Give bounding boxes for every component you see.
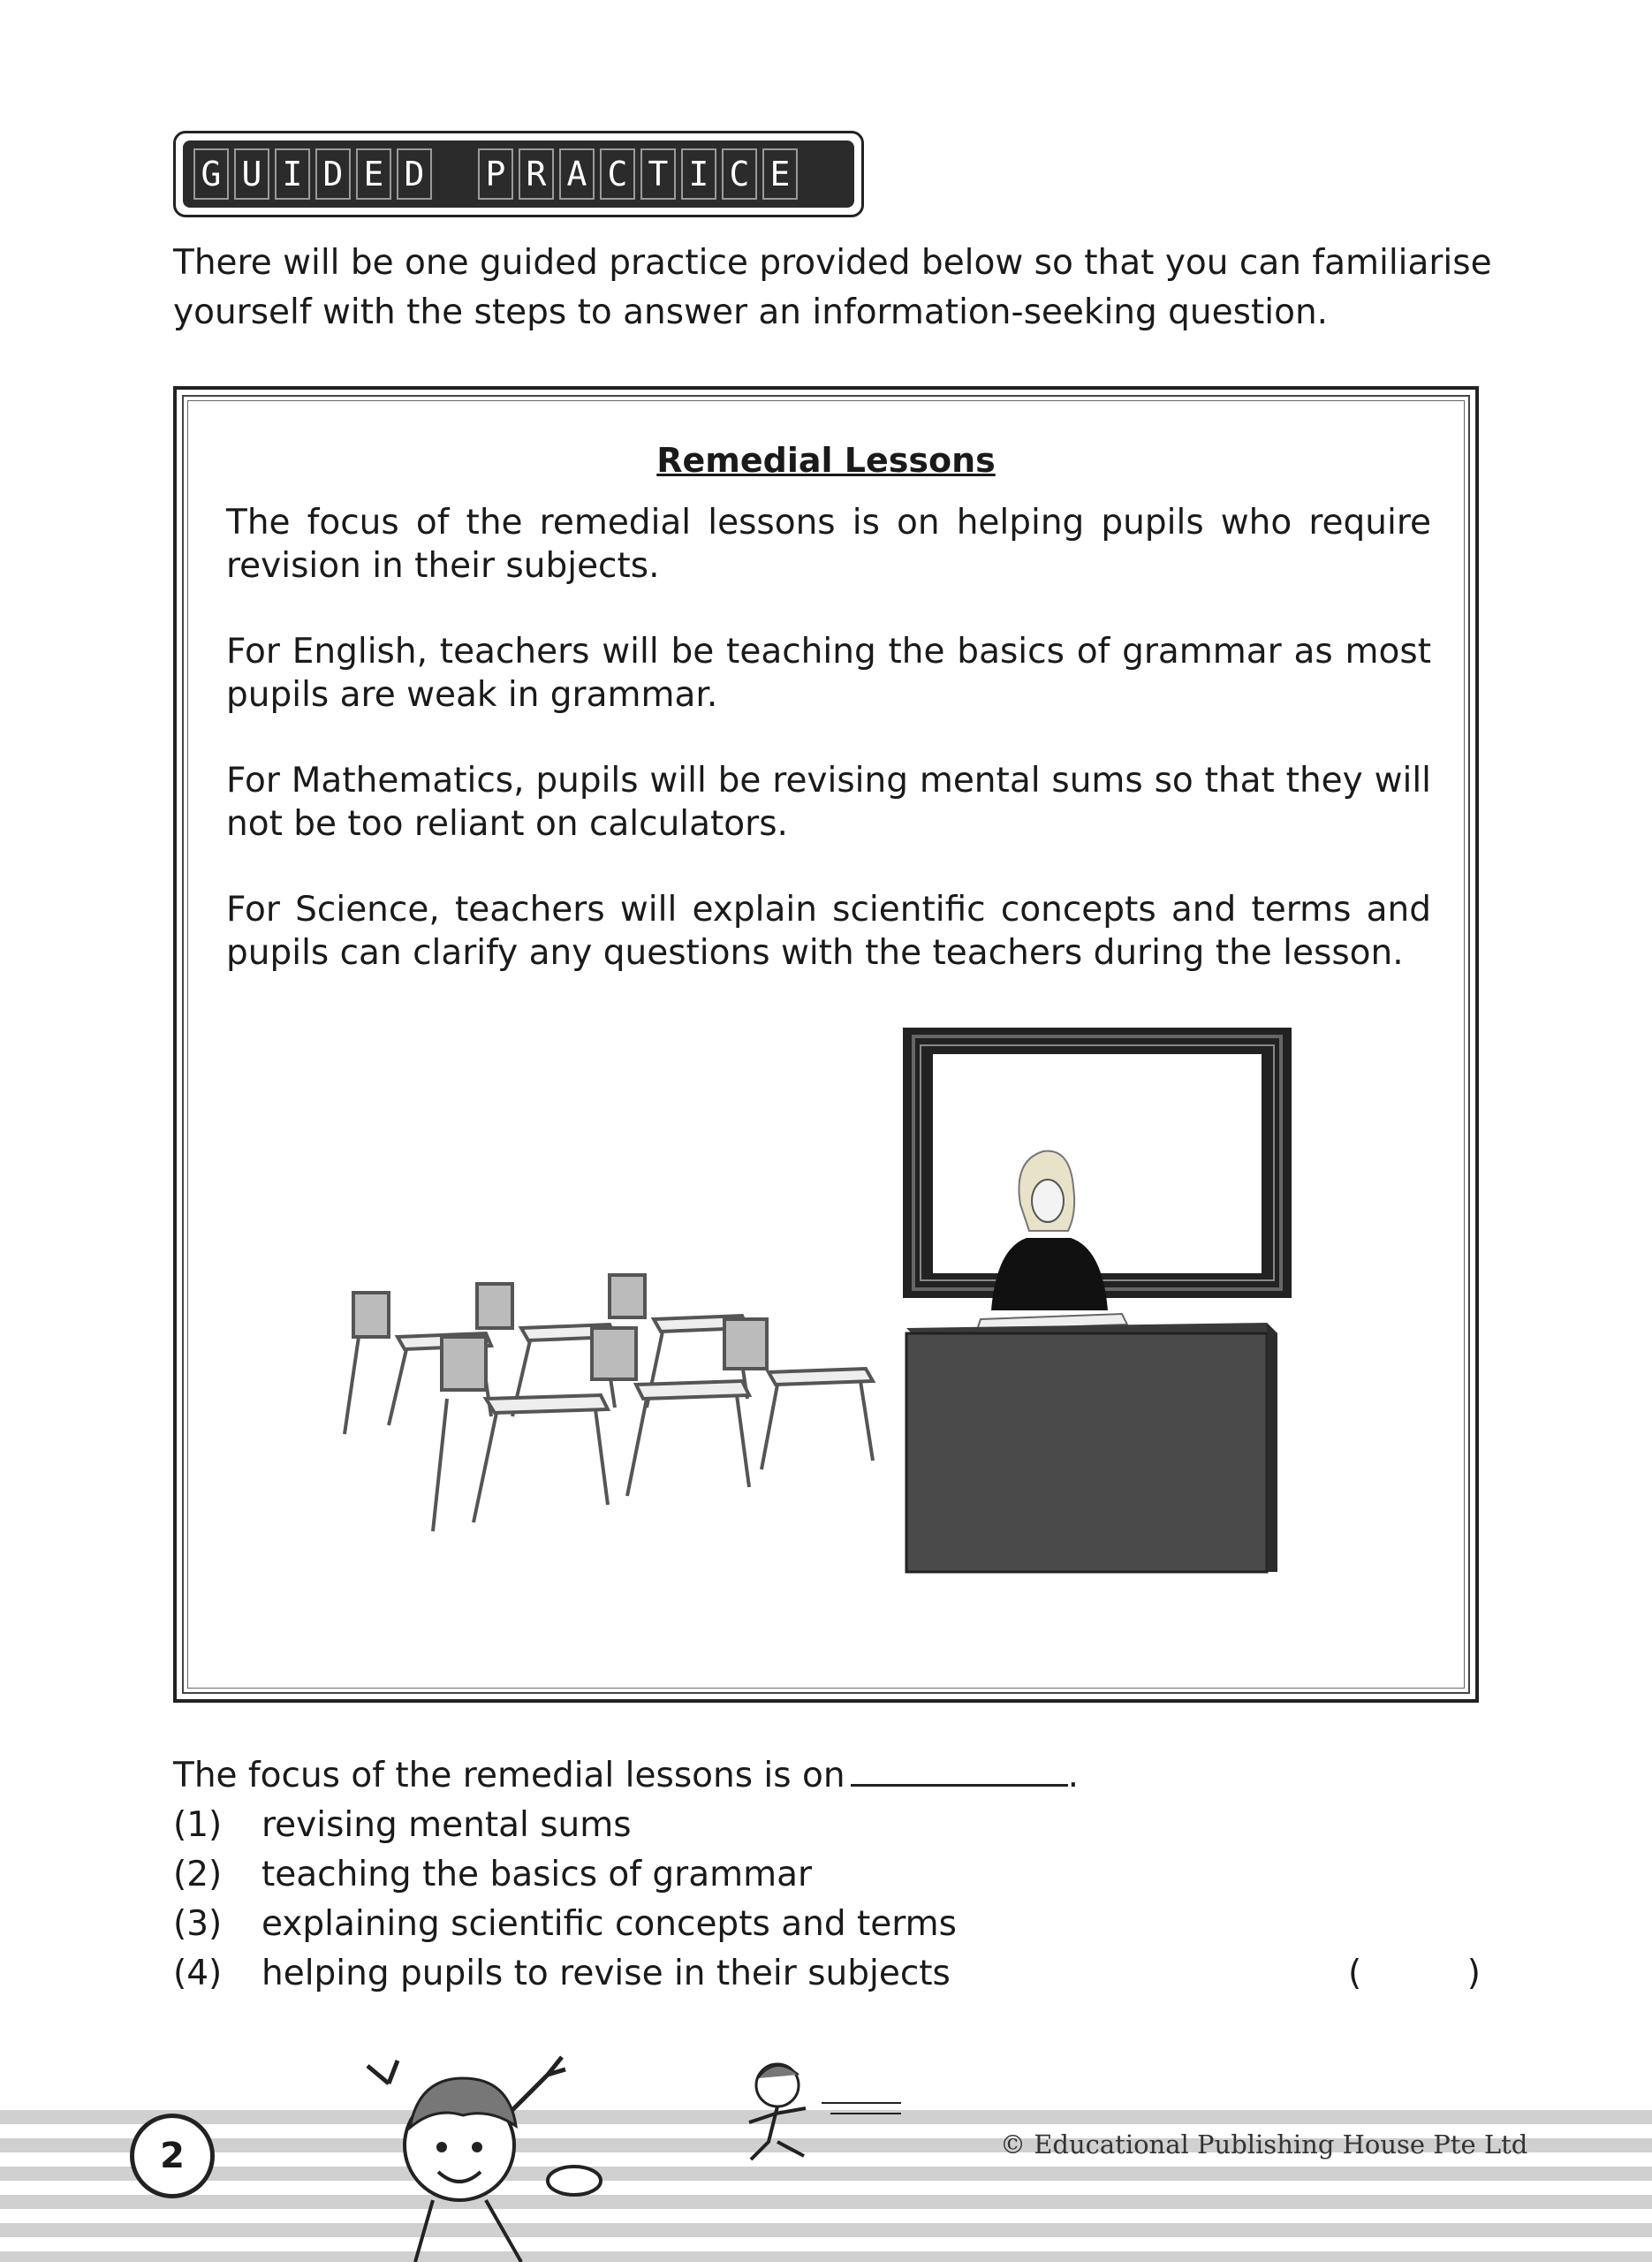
answer-bracket-open: (	[1348, 1954, 1362, 1993]
teacher-icon	[977, 1151, 1127, 1330]
section-badge	[173, 131, 864, 217]
question-stem	[173, 1751, 1079, 1801]
option-text: revising mental sums	[261, 1805, 632, 1845]
badge-letter: D	[397, 148, 432, 200]
badge-letter: E	[762, 148, 798, 200]
copyright-text: © Educational Publishing House Pte Ltd	[1000, 2129, 1528, 2160]
whiteboard-icon	[903, 1028, 1292, 1298]
option-1	[173, 1801, 632, 1850]
option-2	[173, 1850, 812, 1900]
option-text: teaching the basics of grammar	[261, 1855, 813, 1894]
badge-letter: U	[234, 148, 269, 200]
intro-text	[173, 239, 1498, 338]
option-4	[173, 1949, 951, 1999]
question-stem-text: The focus of the remedial lessons is on	[173, 1756, 845, 1795]
badge-letter: T	[640, 148, 676, 200]
badge-letter: C	[722, 148, 757, 200]
badge-letter: G	[193, 148, 229, 200]
intro-line-1: There will be one guided practice provided below so that you can familiarise	[173, 243, 1492, 283]
option-number: (3)	[173, 1904, 223, 1944]
option-number: (4)	[173, 1954, 223, 1993]
passage-title: Remedial Lessons	[656, 441, 996, 480]
answer-bracket-close: )	[1466, 1954, 1481, 1993]
option-text: explaining scientific concepts and terms	[261, 1904, 957, 1944]
passage-paragraph-2: For English, teachers will be teaching the basics of grammar as most pupils are weak in grammar.	[226, 632, 1431, 715]
badge-letter: I	[681, 148, 716, 200]
option-text: helping pupils to revise in their subjects	[261, 1954, 951, 1993]
passage-paragraph-4: For Science, teachers will explain scientific concepts and terms and pupils can clarify any questions with the teachers during the lesson.	[226, 890, 1431, 973]
cartoon-boy-icon	[353, 2048, 636, 2262]
teacher-desk-icon	[906, 1323, 1277, 1572]
answer-bracket[interactable]	[1348, 1949, 1481, 1999]
badge-letter: E	[356, 148, 391, 200]
page-number: 2	[130, 2114, 215, 2198]
badge-letter: A	[559, 148, 595, 200]
badge-letter: R	[519, 148, 554, 200]
option-number: (1)	[173, 1805, 223, 1845]
section-badge-letters	[183, 140, 854, 208]
badge-letter: P	[478, 148, 513, 200]
classroom-desks-icon	[345, 1275, 873, 1531]
badge-letter: D	[315, 148, 351, 200]
classroom-illustration	[300, 1028, 1360, 1646]
question-stem-end: .	[1067, 1756, 1079, 1795]
intro-line-2: yourself with the steps to answer an information-seeking question.	[173, 292, 1329, 332]
passage-paragraph-1: The focus of the remedial lessons is on helping pupils who require revision in their subjects.	[226, 503, 1431, 586]
badge-letter: C	[600, 148, 635, 200]
badge-letter: I	[275, 148, 310, 200]
passage-frame	[173, 386, 1479, 1703]
running-boy-icon	[724, 2050, 910, 2174]
option-3	[173, 1900, 957, 1949]
answer-blank[interactable]	[851, 1752, 1068, 1787]
passage-paragraph-3: For Mathematics, pupils will be revising mental sums so that they will not be too reliant on calculators.	[226, 761, 1431, 844]
option-number: (2)	[173, 1855, 223, 1894]
